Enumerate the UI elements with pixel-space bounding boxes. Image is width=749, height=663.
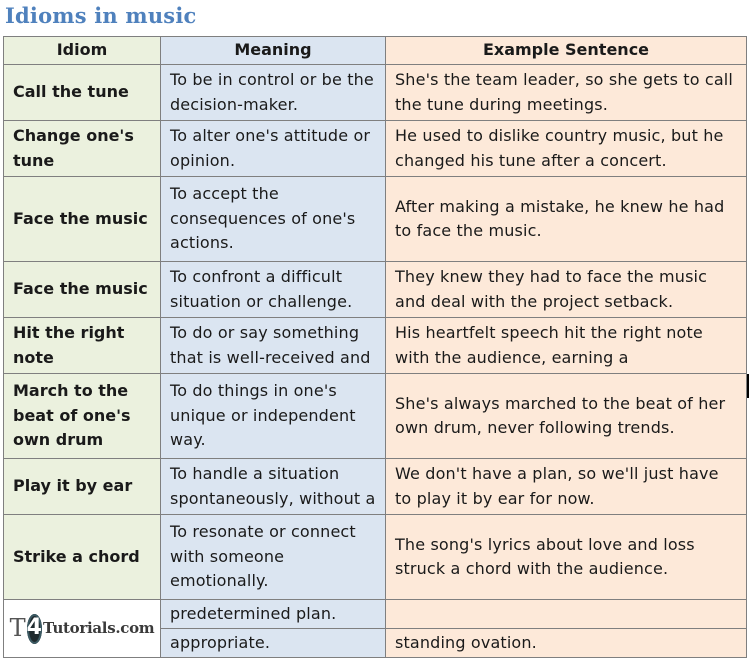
example-cell: She's the team leader, so she gets to call the tune during meetings. <box>386 65 747 121</box>
t4tutorials-logo <box>9 601 155 657</box>
example-overflow-cell: standing ovation. <box>386 629 747 658</box>
logo-four-badge: 4 <box>27 614 42 644</box>
idiom-cell: Hit the right note <box>4 318 161 374</box>
table-row <box>4 65 747 121</box>
table-row <box>4 515 747 600</box>
table-row <box>4 177 747 262</box>
page-title: Idioms in music <box>5 3 197 28</box>
example-cell: She's always marched to the beat of her own drum, never following trends. <box>386 374 747 459</box>
idiom-cell: Play it by ear <box>4 459 161 515</box>
idiom-cell: March to the beat of one's own drum <box>4 374 161 459</box>
example-cell: We don't have a plan, so we'll just have to play it by ear for now. <box>386 459 747 515</box>
example-overflow-cell <box>386 600 747 629</box>
idioms-table <box>3 36 747 658</box>
table-row <box>4 262 747 318</box>
example-cell: His heartfelt speech hit the right note with the audience, earning a <box>386 318 747 374</box>
idiom-cell: Call the tune <box>4 65 161 121</box>
table-row <box>4 318 747 374</box>
meaning-cell: To accept the consequences of one's actions. <box>161 177 386 262</box>
table-row <box>4 600 747 629</box>
meaning-overflow-cell: appropriate. <box>161 629 386 658</box>
idiom-cell: Strike a chord <box>4 515 161 600</box>
table-header-row <box>4 37 747 65</box>
meaning-cell: To resonate or connect with someone emotionally. <box>161 515 386 600</box>
logo-cell <box>4 600 161 658</box>
example-cell: After making a mistake, he knew he had to face the music. <box>386 177 747 262</box>
meaning-overflow-cell: predetermined plan. <box>161 600 386 629</box>
example-cell: They knew they had to face the music and deal with the project setback. <box>386 262 747 318</box>
header-meaning: Meaning <box>161 37 386 65</box>
logo-text: Tutorials.com <box>42 619 155 638</box>
meaning-cell: To do things in one's unique or independent way. <box>161 374 386 459</box>
table-row <box>4 121 747 177</box>
example-cell: The song's lyrics about love and loss struck a chord with the audience. <box>386 515 747 600</box>
idiom-cell: Face the music <box>4 177 161 262</box>
idiom-cell: Change one's tune <box>4 121 161 177</box>
logo-t: T <box>9 614 26 643</box>
header-idiom: Idiom <box>4 37 161 65</box>
idiom-cell: Face the music <box>4 262 161 318</box>
meaning-cell: To do or say something that is well-received and <box>161 318 386 374</box>
meaning-cell: To alter one's attitude or opinion. <box>161 121 386 177</box>
header-example: Example Sentence <box>386 37 747 65</box>
meaning-cell: To be in control or be the decision-maker. <box>161 65 386 121</box>
example-cell: He used to dislike country music, but he changed his tune after a concert. <box>386 121 747 177</box>
table-row <box>4 374 747 459</box>
meaning-cell: To confront a difficult situation or challenge. <box>161 262 386 318</box>
meaning-cell: To handle a situation spontaneously, without a <box>161 459 386 515</box>
table-row <box>4 459 747 515</box>
